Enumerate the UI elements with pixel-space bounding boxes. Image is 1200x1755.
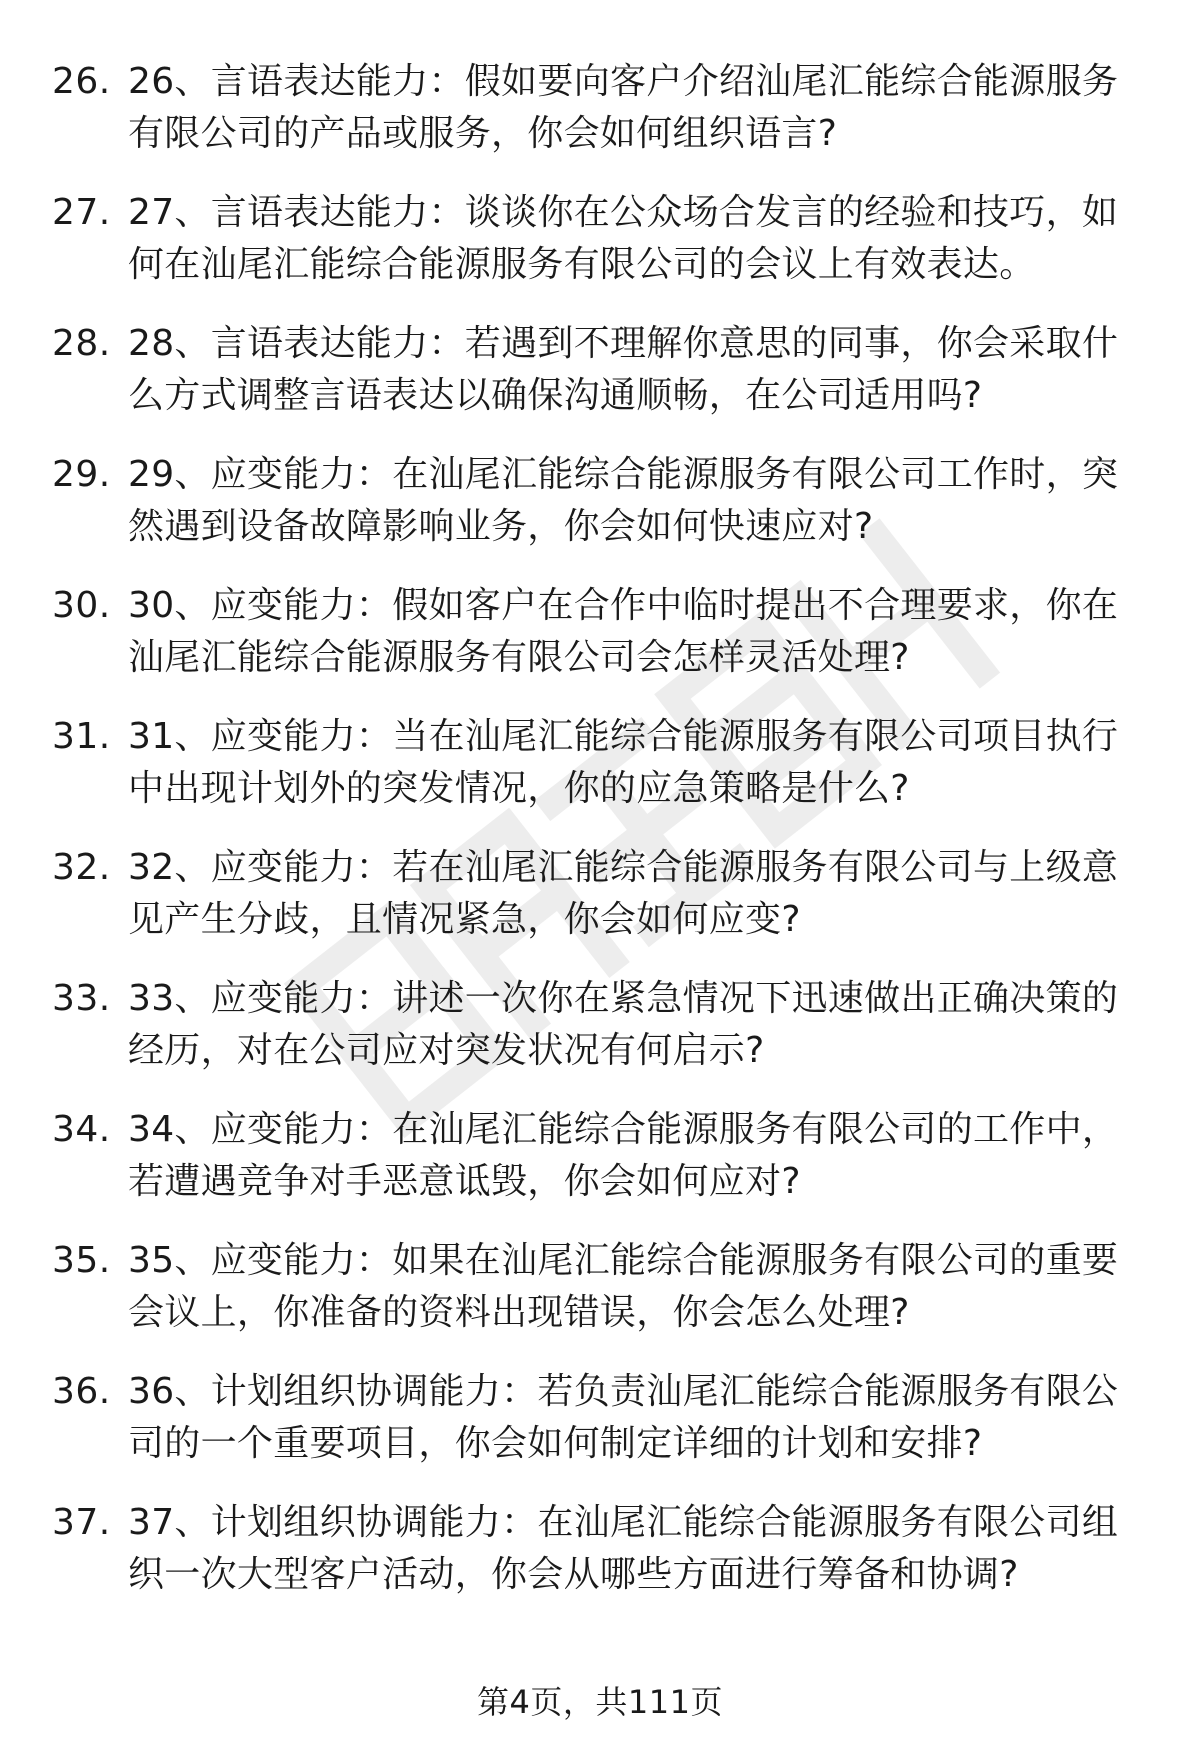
question-list <box>0 56 1200 1628</box>
list-item <box>0 842 1200 973</box>
question-number: 30. <box>52 585 111 626</box>
question-number: 26. <box>52 61 111 102</box>
question-text: 26、言语表达能力：假如要向客户介绍汕尾汇能综合能源服务有限公司的产品或服务，你会如何组织语言? <box>128 61 1119 154</box>
question-number: 32. <box>52 847 111 888</box>
question-number: 28. <box>52 323 111 364</box>
question-text: 36、计划组织协调能力：若负责汕尾汇能综合能源服务有限公司的一个重要项目，你会如何制定详细的计划和安排? <box>128 1371 1119 1464</box>
list-item <box>0 187 1200 318</box>
list-item <box>0 56 1200 187</box>
question-number: 36. <box>52 1371 111 1412</box>
question-number: 33. <box>52 978 111 1019</box>
page-footer: 第4页，共111页 <box>477 1683 723 1721</box>
question-number: 34. <box>52 1109 111 1150</box>
question-text: 29、应变能力：在汕尾汇能综合能源服务有限公司工作时，突然遇到设备故障影响业务，你会如何快速应对? <box>128 454 1119 547</box>
question-number: 27. <box>52 192 111 233</box>
list-item <box>0 1104 1200 1235</box>
question-text: 33、应变能力：讲述一次你在紧急情况下迅速做出正确决策的经历，对在公司应对突发状况有何启示? <box>128 978 1119 1071</box>
question-text: 35、应变能力：如果在汕尾汇能综合能源服务有限公司的重要会议上，你准备的资料出现错误，你会怎么处理? <box>128 1240 1119 1333</box>
question-text: 32、应变能力：若在汕尾汇能综合能源服务有限公司与上级意见产生分歧，且情况紧急，你会如何应变? <box>128 847 1119 940</box>
question-number: 35. <box>52 1240 111 1281</box>
list-item <box>0 449 1200 580</box>
list-item <box>0 1497 1200 1628</box>
list-item <box>0 973 1200 1104</box>
question-text: 27、言语表达能力：谈谈你在公众场合发言的经验和技巧，如何在汕尾汇能综合能源服务有限公司的会议上有效表达。 <box>128 192 1119 285</box>
list-item <box>0 580 1200 711</box>
list-item <box>0 711 1200 842</box>
question-text: 34、应变能力：在汕尾汇能综合能源服务有限公司的工作中，若遭遇竞争对手恶意诋毁，你会如何应对? <box>128 1109 1119 1202</box>
list-item <box>0 318 1200 449</box>
question-number: 29. <box>52 454 111 495</box>
question-number: 31. <box>52 716 111 757</box>
question-text: 37、计划组织协调能力：在汕尾汇能综合能源服务有限公司组织一次大型客户活动，你会从哪些方面进行筹备和协调? <box>128 1502 1119 1595</box>
list-item <box>0 1235 1200 1366</box>
question-text: 31、应变能力：当在汕尾汇能综合能源服务有限公司项目执行中出现计划外的突发情况，你的应急策略是什么? <box>128 716 1119 809</box>
question-text: 28、言语表达能力：若遇到不理解你意思的同事，你会采取什么方式调整言语表达以确保沟通顺畅，在公司适用吗? <box>128 323 1119 416</box>
question-text: 30、应变能力：假如客户在合作中临时提出不合理要求，你在汕尾汇能综合能源服务有限公司会怎样灵活处理? <box>128 585 1119 678</box>
list-item <box>0 1366 1200 1497</box>
question-number: 37. <box>52 1502 111 1543</box>
